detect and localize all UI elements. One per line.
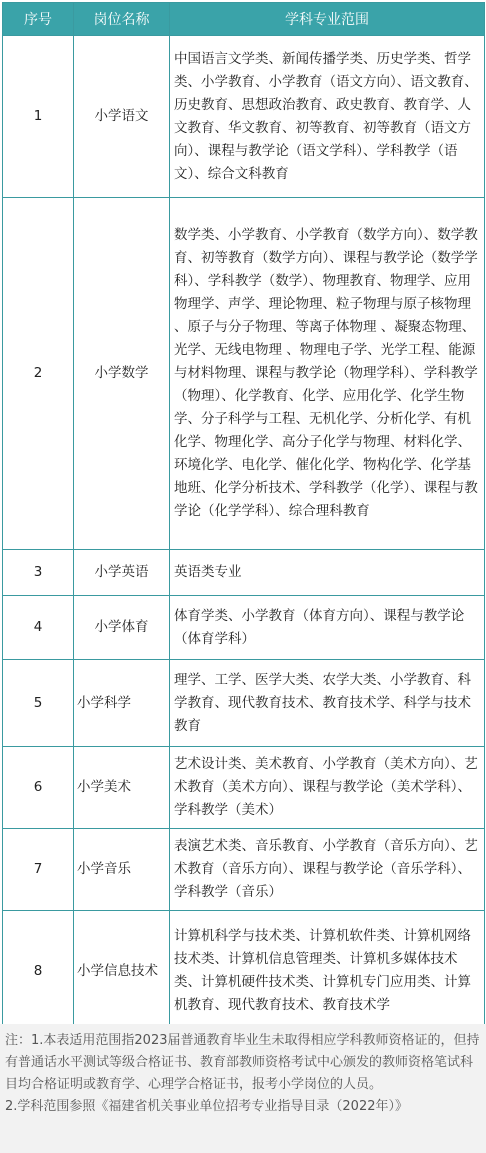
row-position: 小学语文 xyxy=(74,36,170,198)
footnote-block xyxy=(0,1024,486,1153)
header-range: 学科专业范围 xyxy=(170,3,485,36)
row-range: 中国语言文学类、新闻传播学类、历史学类、哲学类、小学教育、小学教育（语文方向）、语文教育、历史教育、思想政治教育、政史教育、教育学、人文教育、华文教育、初等教育、初等教育（语文方向）、课程与教学论（语文学科）、学科教学（语文）、综合文科教育 xyxy=(170,36,485,198)
row-no: 7 xyxy=(3,829,74,911)
major-range-table xyxy=(2,2,485,1032)
table-row xyxy=(3,596,485,660)
footnote-2: 2.学科范围参照《福建省机关事业单位招考专业指导目录（2022年）》 xyxy=(5,1099,408,1114)
header-no: 序号 xyxy=(3,3,74,36)
row-position: 小学音乐 xyxy=(74,829,170,911)
table-row xyxy=(3,829,485,911)
row-position: 小学美术 xyxy=(74,747,170,829)
row-position: 小学科学 xyxy=(74,660,170,747)
row-range: 艺术设计类、美术教育、小学教育（美术方向）、艺术教育（美术方向）、课程与教学论（美术学科）、学科教学（美术） xyxy=(170,747,485,829)
row-no: 5 xyxy=(3,660,74,747)
footnote-1: 注：1.本表适用范围指2023届普通教育毕业生未取得相应学科教师资格证的，但持有普通话水平测试等级合格证书、教育部教师资格考试中心颁发的教师资格笔试科目均合格证明或教育学、心理学合格证书，报考小学岗位的人员。 xyxy=(5,1033,480,1092)
table-row xyxy=(3,550,485,596)
row-no: 6 xyxy=(3,747,74,829)
table-row xyxy=(3,198,485,550)
row-range: 计算机科学与技术类、计算机软件类、计算机网络技术类、计算机信息管理类、计算机多媒体技术类、计算机硬件技术类、计算机专门应用类、计算机教育、现代教育技术、教育技术学 xyxy=(170,911,485,1032)
row-no: 8 xyxy=(3,911,74,1032)
row-position: 小学信息技术 xyxy=(74,911,170,1032)
table-row xyxy=(3,747,485,829)
row-position: 小学英语 xyxy=(74,550,170,596)
row-position: 小学体育 xyxy=(74,596,170,660)
header-position: 岗位名称 xyxy=(74,3,170,36)
row-no: 4 xyxy=(3,596,74,660)
table-header-row xyxy=(3,3,485,36)
row-no: 3 xyxy=(3,550,74,596)
row-range: 体育学类、小学教育（体育方向）、课程与教学论（体育学科） xyxy=(170,596,485,660)
row-range: 表演艺术类、音乐教育、小学教育（音乐方向）、艺术教育（音乐方向）、课程与教学论（音乐学科）、学科教学（音乐） xyxy=(170,829,485,911)
row-range: 英语类专业 xyxy=(170,550,485,596)
table-row xyxy=(3,911,485,1032)
row-no: 2 xyxy=(3,198,74,550)
table-row xyxy=(3,36,485,198)
row-range: 数学类、小学教育、小学教育（数学方向）、数学教育、初等教育（数学方向）、课程与教学论（数学学科）、学科教学（数学）、物理教育、物理学、应用物理学、声学、理论物理、粒子物理与原子核物理 、原子与分子物理、等离子体物理 、凝聚态物理、光学、无线电物理 、物理电子学、光学工程、能源与材料物理、课程与教学论（物理学科）、学科教学（物理）、化学教育、化学、应用化学、化学生物学、分子科学与工程、无机化学、分析化学、有机化学、物理化学、高分子化学与物理、材料化学、环境化学、电化学、催化化学、物构化学、化学基地班、化学分析技术、学科教学（化学）、课程与教学论（化学学科）、综合理科教育 xyxy=(170,198,485,550)
row-range: 理学、工学、医学大类、农学大类、小学教育、科学教育、现代教育技术、教育技术学、科学与技术教育 xyxy=(170,660,485,747)
row-position: 小学数学 xyxy=(74,198,170,550)
row-no: 1 xyxy=(3,36,74,198)
table-row xyxy=(3,660,485,747)
